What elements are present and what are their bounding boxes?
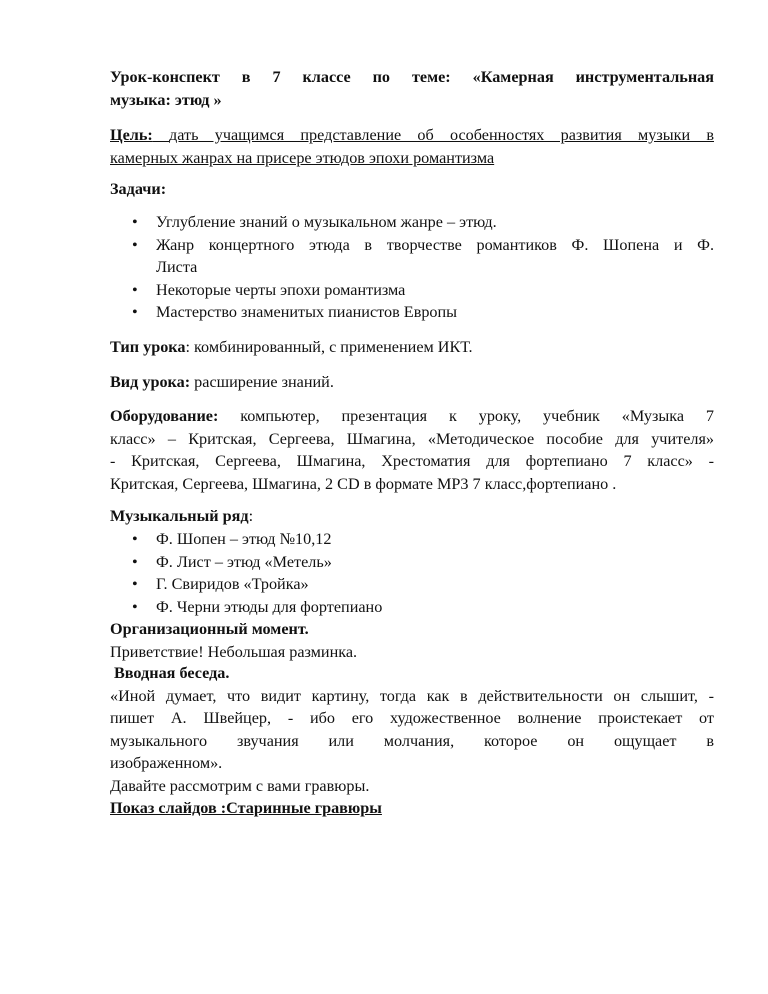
lesson-kind-value: расширение знаний.	[190, 373, 334, 391]
bullet-icon: •	[132, 213, 138, 231]
tasks-heading: Задачи:	[110, 180, 167, 198]
lesson-type-label: Тип урока	[110, 338, 186, 356]
document-title	[110, 66, 714, 111]
bullet-icon: •	[132, 280, 138, 299]
intro-heading: Вводная беседа.	[114, 664, 230, 682]
list-item: • Жанр концертного этюда в творчестве романтиков Ф. Шопена и Ф. Листа	[132, 235, 714, 276]
intro-section: Вводная беседа. «Иной думает, что видит картину, тогда как в действительности он слышит, - пишет А. Швейцер, - ибо его художественное волнение проистекает от музыкального звучания или молчания, которое он ощущает в изображенном». Давайте рассмотрим с вами гравюры.	[110, 664, 715, 795]
list-item: • Ф. Шопен – этюд №10,12	[110, 528, 714, 551]
lesson-kind	[110, 371, 714, 394]
bullet-icon: •	[132, 235, 138, 254]
list-item: • Ф. Черни этюды для фортепиано	[110, 596, 714, 619]
bullet-icon: •	[132, 597, 138, 616]
equipment-label: Оборудование:	[110, 407, 219, 425]
equipment-paragraph: Оборудование: компьютер, презентация к уроку, учебник «Музыка 7 класс» – Критская, Сергеева, Шмагина, «Методическое пособие для учителя» - Критская, Сергеева, Шмагина, Хрестоматия для фортепиано 7 класс» - Критская, Сергеева, Шмагина, 2 CD в формате MP3 7 класс,фортепиано .	[110, 407, 714, 493]
goal-paragraph	[110, 124, 714, 169]
org-moment-heading: Организационный момент.	[110, 620, 309, 638]
goal-text-1: дать учащимся представление об особенностях развития музыки в	[169, 126, 714, 144]
lesson-kind-label: Вид урока:	[110, 373, 191, 391]
list-item: • Углубление знаний о музыкальном жанре – этюд.	[110, 211, 714, 234]
list-item: • Некоторые черты эпохи романтизма	[110, 279, 714, 302]
list-item: • Ф. Лист – этюд «Метель»	[110, 551, 714, 574]
lesson-type	[110, 336, 714, 359]
music-list-heading: Музыкальный ряд:	[110, 507, 254, 525]
goal-label: Цель:	[110, 126, 153, 144]
list-item: • Г. Свиридов «Тройка»	[110, 573, 714, 596]
lesson-type-value: : комбинированный, с применением ИКТ.	[185, 338, 473, 356]
bullet-icon: •	[132, 552, 138, 571]
list-item: • Мастерство знаменитых пианистов Европы	[110, 301, 714, 324]
bullet-icon: •	[132, 530, 138, 548]
slides-heading: Показ слайдов :Старинные гравюры	[110, 799, 382, 817]
org-moment-text: Приветствие! Небольшая разминка.	[110, 642, 358, 661]
goal-text-2: камерных жанрах на присере этюдов эпохи романтизма	[110, 148, 495, 167]
title-line-1: Урок-конспект в 7 классе по теме: «Камерная инструментальная	[110, 68, 715, 86]
music-list	[110, 528, 714, 618]
title-line-2: музыка: этюд »	[110, 90, 222, 109]
bullet-icon: •	[132, 575, 138, 593]
org-moment	[110, 618, 714, 663]
bullet-icon: •	[132, 303, 138, 321]
tasks-list	[110, 211, 714, 324]
